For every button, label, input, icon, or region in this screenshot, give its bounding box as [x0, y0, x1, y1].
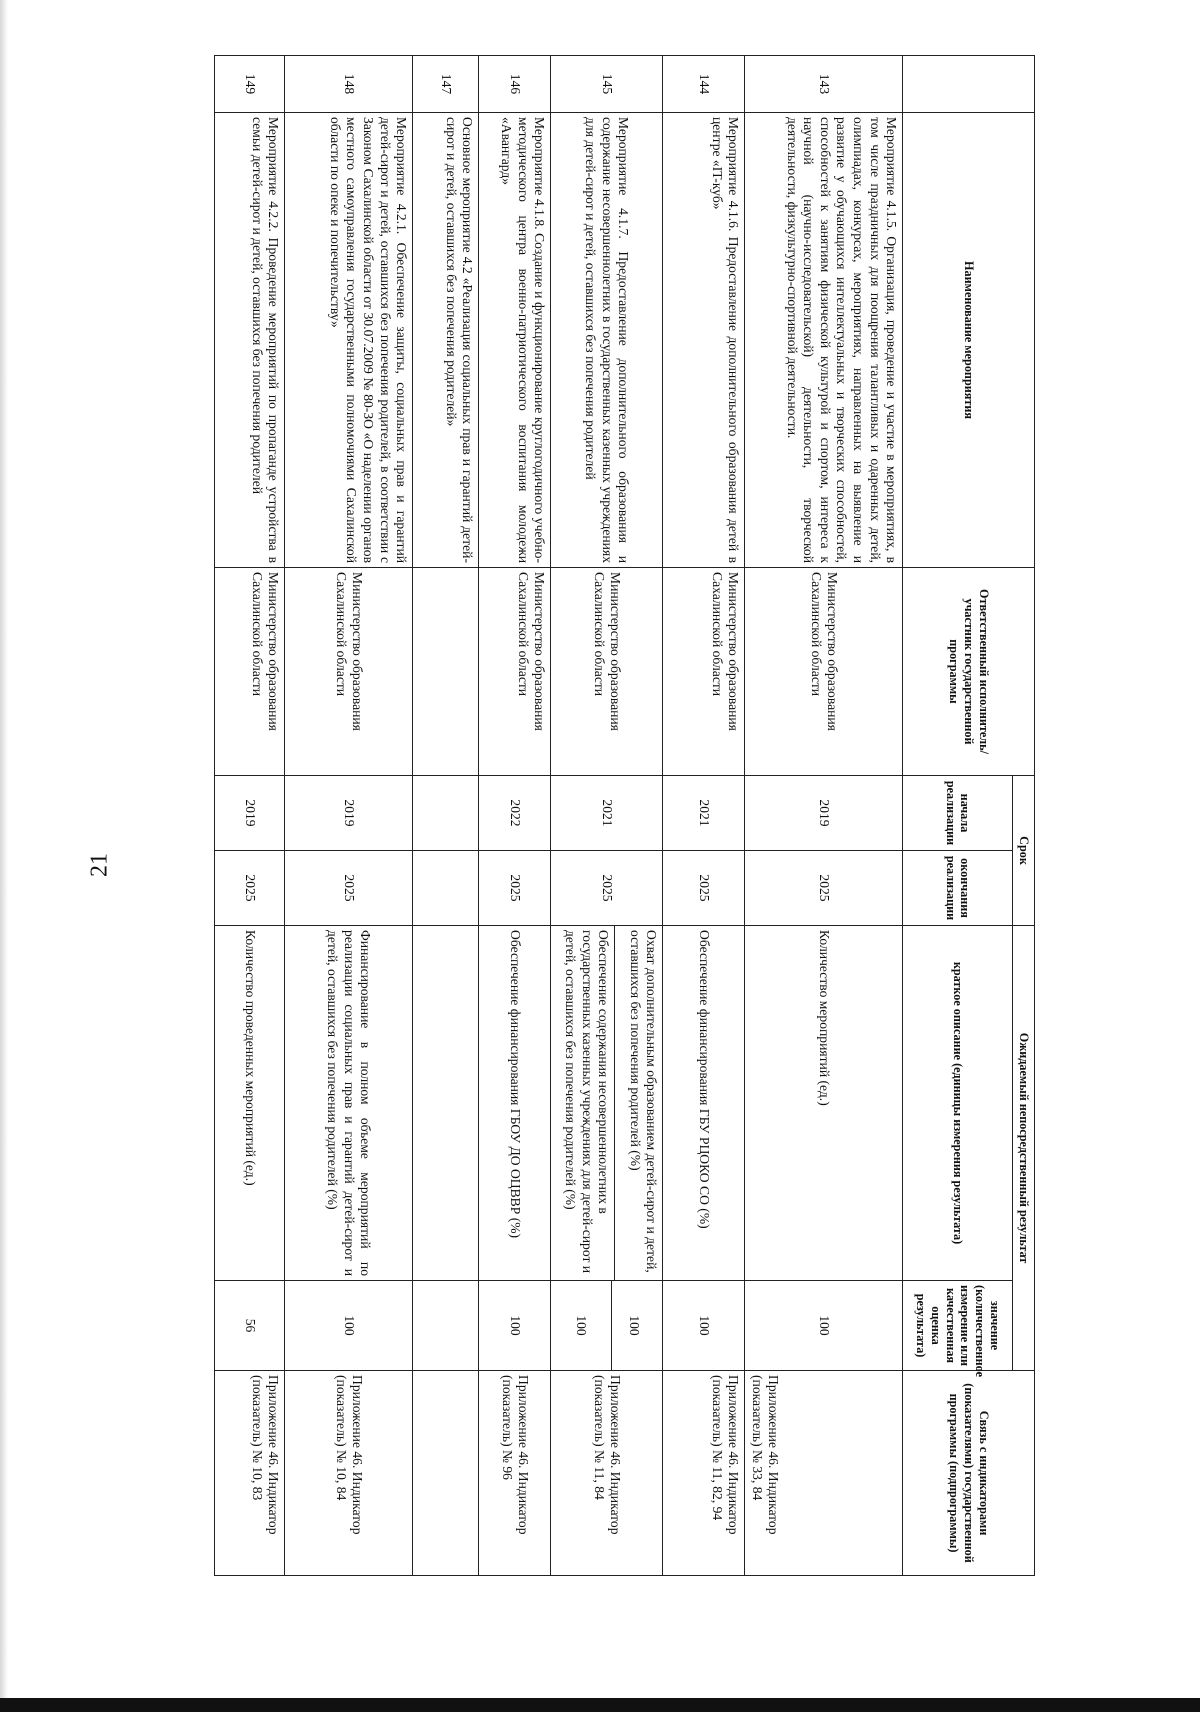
header-responsible: Ответственный исполнитель/участник государственной программы: [903, 568, 1035, 776]
row-link: Приложение 46. Индикатор (показатель) № 96: [479, 1371, 551, 1576]
header-result: Ожидаемый непосредственный результат: [1013, 926, 1035, 1371]
row-value: 100: [285, 1281, 413, 1371]
header-result-desc: краткое описание (единицы измерения результата): [903, 926, 1013, 1281]
row-start: 2022: [479, 776, 551, 851]
row-desc: Количество проведенных мероприятий (ед.): [215, 926, 285, 1281]
row-responsible: Министерство образования Сахалинской области: [663, 568, 745, 776]
row-end: 2025: [663, 851, 745, 926]
header-term: Срок: [1013, 776, 1035, 926]
table-row: [663, 56, 745, 1576]
header-term-end: окончания реализации: [903, 851, 1013, 926]
header-name: Наименование мероприятия: [903, 113, 1035, 568]
row-value: 100: [745, 1281, 903, 1371]
document-sheet: [185, 55, 1035, 1575]
row-link: [413, 1371, 479, 1576]
row-start: 2021: [663, 776, 745, 851]
row-number: 147: [413, 56, 479, 113]
row-value: [413, 1281, 479, 1371]
row-start: 2019: [745, 776, 903, 851]
row-name: Мероприятие 4.1.7. Предоставление дополнительного образования и содержание несовершеннолетних в государственных казенных учреждениях для детей-сирот и детей, оставшихся без попечения родителей: [551, 113, 663, 568]
row-end: 2025: [551, 851, 663, 926]
row-end: 2025: [479, 851, 551, 926]
row-responsible: Министерство образования Сахалинской области: [285, 568, 413, 776]
table-row: [413, 56, 479, 1576]
table-row: [285, 56, 413, 1576]
row-value: 56: [215, 1281, 285, 1371]
row-start: 2019: [215, 776, 285, 851]
row-start: 2019: [285, 776, 413, 851]
row-start: 2021: [551, 776, 663, 851]
row-start: [413, 776, 479, 851]
measures-table: [214, 55, 1035, 1576]
row-desc: Охват дополнительным образованием детей-сирот и детей, оставшихся без попечения родителей (%): [627, 930, 660, 1273]
table-row: [479, 56, 551, 1576]
header-link: Связь с индикаторами (показателями) государственной программы (подпрограммы): [903, 1371, 1035, 1576]
row-desc-2: Обеспечение содержания несовершеннолетних в государственных казенных учреждениях для детей-сирот и детей, оставшихся без попечения родителей (%): [561, 926, 615, 1280]
scan-bottom-bar: [0, 1698, 1200, 1712]
row-value-2: 100: [554, 1281, 612, 1370]
row-name: Мероприятие 4.1.5. Организация, проведение и участие в мероприятиях, в том числе праздничных для поощрения талантливых и одаренных детей, олимпиадах, конкурсах, мероприятиях, направленных на выявление и развитие у обучающихся интеллектуальных и творческих способностей, способностей к занятиям физической культурой и спортом, интереса к научной (научно-исследовательской) деятельности, творческой деятельности, физкультурно-спортивной деятельности.: [745, 113, 903, 568]
header-result-value: значение (количественное измерение или качественная оценка результата): [903, 1281, 1013, 1371]
row-link: Приложение 46. Индикатор (показатель) № 11, 82, 94: [663, 1371, 745, 1576]
row-number: 145: [551, 56, 663, 113]
row-value: 100: [627, 1315, 643, 1336]
row-responsible: [413, 568, 479, 776]
row-name: Мероприятие 4.2.2. Проведение мероприятий по пропаганде устройства в семьи детей-сирот и детей, оставшихся без попечения родителей: [215, 113, 285, 568]
row-number: 148: [285, 56, 413, 113]
row-link: Приложение 46. Индикатор (показатель) № 10, 84: [285, 1371, 413, 1576]
page-number-box: [70, 835, 130, 895]
row-responsible: Министерство образования Сахалинской области: [745, 568, 903, 776]
row-value-cell: [551, 1281, 663, 1371]
row-name: Мероприятие 4.1.8. Создание и функционирование круглогодичного учебно-методического центра военно-патриотического воспитания молодежи «Авангард»: [479, 113, 551, 568]
rotated-page: [242, 55, 1200, 1563]
row-number: 146: [479, 56, 551, 113]
row-number: 149: [215, 56, 285, 113]
table-row: [215, 56, 285, 1576]
row-value: 100: [663, 1281, 745, 1371]
row-desc: Количество мероприятий (ед.): [745, 926, 903, 1281]
row-responsible: Министерство образования Сахалинской области: [479, 568, 551, 776]
header-term-start: начала реализации: [903, 776, 1013, 851]
row-link: Приложение 46. Индикатор (показатель) № 33, 84: [745, 1371, 903, 1576]
row-name: Мероприятие 4.2.1. Обеспечение защиты, социальных прав и гарантий детей-сирот и детей, оставшихся без попечения родителей, в соответствии с Законом Сахалинской области от 30.07.2009 № 80-ЗО «О наделении органов местного самоуправления государственными полномочиями Сахалинской области по опеке и попечительству»: [285, 113, 413, 568]
row-value: 100: [479, 1281, 551, 1371]
row-name: Мероприятие 4.1.6. Предоставление дополнительного образования детей в центре «IT-куб»: [663, 113, 745, 568]
row-link: Приложение 46. Индикатор (показатель) № 11, 84: [551, 1371, 663, 1576]
row-name: Основное мероприятие 4.2 «Реализация социальных прав и гарантий детей-сирот и детей, оставшихся без попечения родителей»: [413, 113, 479, 568]
row-desc-cell: [551, 926, 663, 1281]
row-end: [413, 851, 479, 926]
header-number: [903, 56, 1035, 113]
table-body: [215, 56, 903, 1576]
row-link: Приложение 46. Индикатор (показатель) № 10, 83: [215, 1371, 285, 1576]
row-responsible: Министерство образования Сахалинской области: [215, 568, 285, 776]
table-row: [745, 56, 903, 1576]
row-desc: [413, 926, 479, 1281]
row-desc: Обеспечение финансирования ГБОУ ДО ОЦВВР (%): [479, 926, 551, 1281]
row-end: 2025: [215, 851, 285, 926]
page-number: 21: [86, 853, 113, 877]
row-end: 2025: [745, 851, 903, 926]
table-row: [551, 56, 663, 1576]
row-responsible: Министерство образования Сахалинской области: [551, 568, 663, 776]
row-number: 144: [663, 56, 745, 113]
row-desc: Финансирование в полном объеме мероприятий по реализации социальных прав и гарантий детей-сирот и детей, оставшихся без попечения родителей (%): [285, 926, 413, 1281]
row-number: 143: [745, 56, 903, 113]
scan-edge: [0, 0, 8, 1712]
row-desc: Обеспечение финансирования ГБУ РЦОКО СО (%): [663, 926, 745, 1281]
table-header: [903, 56, 1035, 1576]
row-end: 2025: [285, 851, 413, 926]
